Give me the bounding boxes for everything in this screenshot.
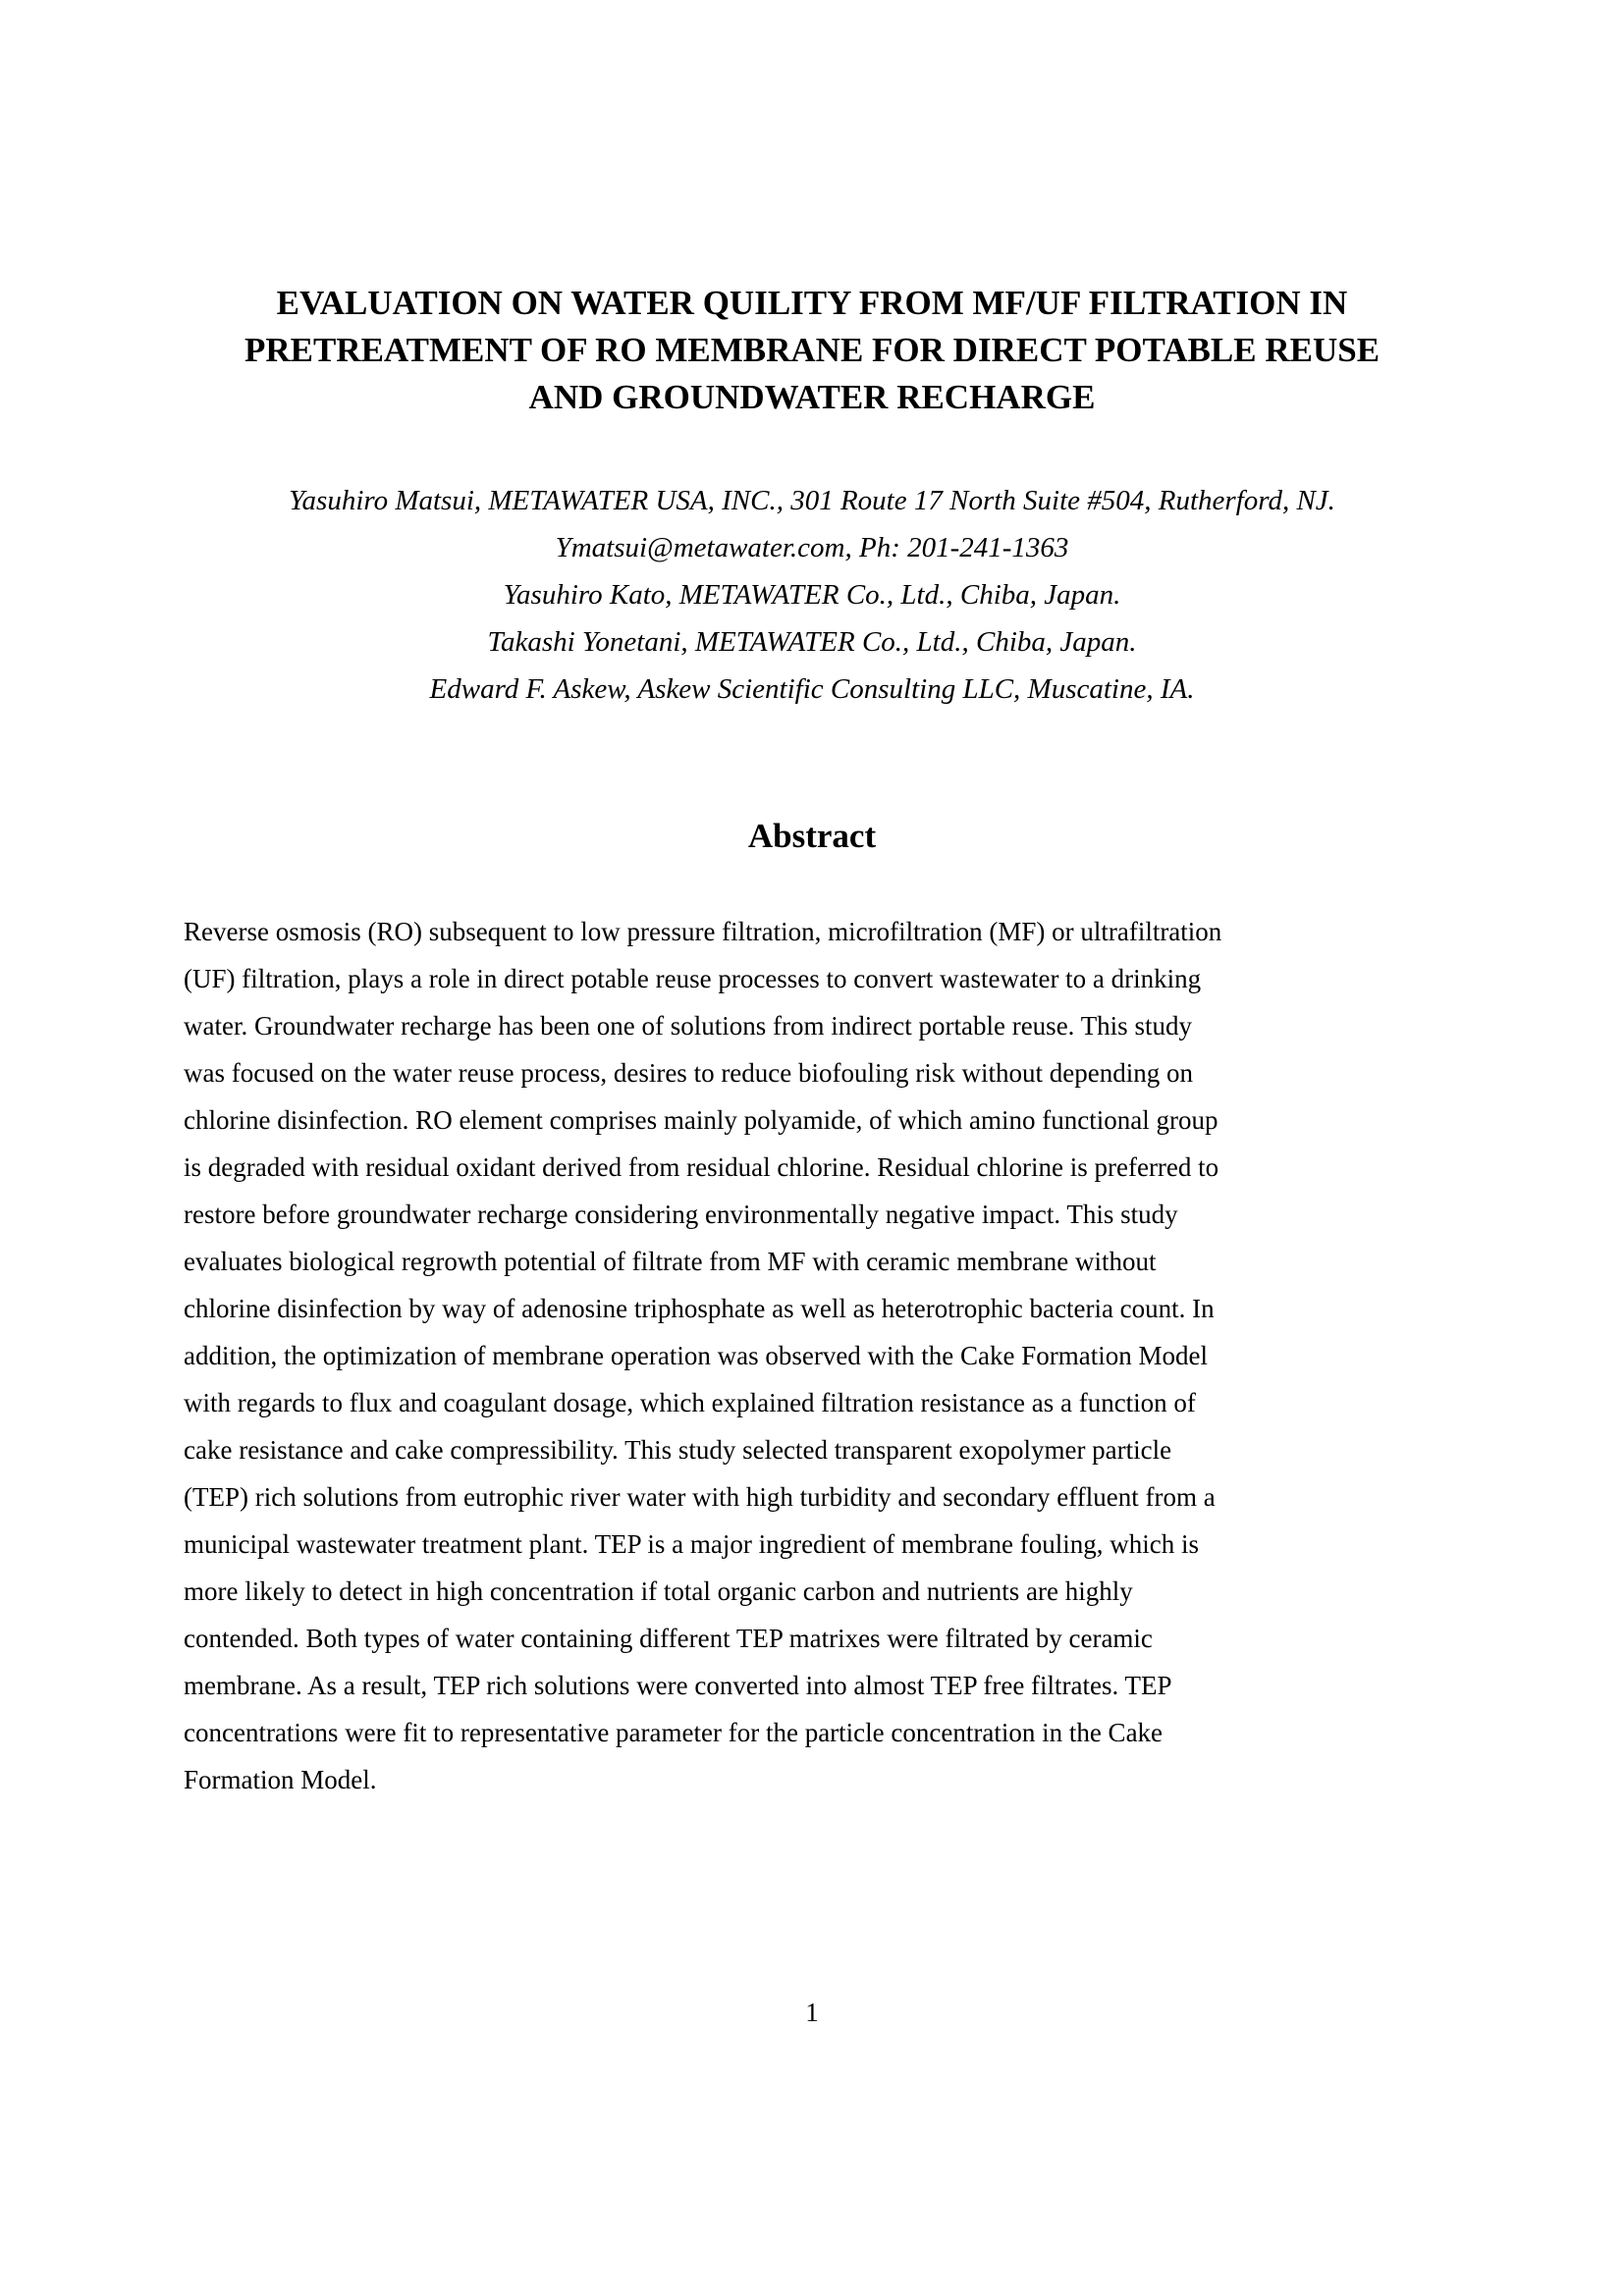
abstract-line: membrane. As a result, TEP rich solutions were converted into almost TEP free filtrates. TEP [184,1671,1172,1700]
author-contact-line: Ymatsui@metawater.com, Ph: 201-241-1363 [555,532,1069,563]
paper-title [184,280,1440,421]
title-line: EVALUATION ON WATER QUILITY FROM MF/UF FILTRATION IN [276,284,1348,322]
author-list [184,477,1440,713]
abstract-line: with regards to flux and coagulant dosage, which explained filtration resistance as a function of [184,1388,1196,1417]
author-line: Edward F. Askew, Askew Scientific Consulting LLC, Muscatine, IA. [429,673,1195,705]
author-line: Yasuhiro Kato, METAWATER Co., Ltd., Chiba, Japan. [503,579,1121,611]
abstract-line: (TEP) rich solutions from eutrophic river water with high turbidity and secondary effluent from a [184,1482,1216,1512]
abstract-line: cake resistance and cake compressibility. This study selected transparent exopolymer particle [184,1435,1172,1465]
abstract-line: (UF) filtration, plays a role in direct potable reuse processes to convert wastewater to a drinking [184,964,1202,993]
title-line: PRETREATMENT OF RO MEMBRANE FOR DIRECT POTABLE REUSE [244,331,1380,369]
author-line: Takashi Yonetani, METAWATER Co., Ltd., Chiba, Japan. [487,626,1137,658]
abstract-line: addition, the optimization of membrane operation was observed with the Cake Formation Model [184,1341,1209,1370]
abstract-line: more likely to detect in high concentration if total organic carbon and nutrients are highly [184,1576,1133,1606]
title-line: AND GROUNDWATER RECHARGE [528,378,1096,416]
abstract-text [184,908,1440,1803]
abstract-line: contended. Both types of water containing different TEP matrixes were filtrated by ceramic [184,1624,1153,1653]
abstract-line: chlorine disinfection. RO element comprises mainly polyamide, of which amino functional group [184,1105,1218,1135]
abstract-line: is degraded with residual oxidant derived from residual chlorine. Residual chlorine is preferred to [184,1152,1219,1182]
abstract-heading: Abstract [747,817,877,855]
abstract-line: Reverse osmosis (RO) subsequent to low pressure filtration, microfiltration (MF) or ultrafiltration [184,917,1222,946]
abstract-line: municipal wastewater treatment plant. TEP is a major ingredient of membrane fouling, which is [184,1529,1199,1559]
abstract-line: was focused on the water reuse process, desires to reduce biofouling risk without depending on [184,1058,1193,1088]
abstract-line: chlorine disinfection by way of adenosine triphosphate as well as heterotrophic bacteria count. In [184,1294,1215,1323]
abstract-line: water. Groundwater recharge has been one of solutions from indirect portable reuse. This study [184,1011,1192,1041]
abstract-line: Formation Model. [184,1765,377,1794]
abstract-line: restore before groundwater recharge considering environmentally negative impact. This study [184,1200,1178,1229]
author-line: Yasuhiro Matsui, METAWATER USA, INC., 301 Route 17 North Suite #504, Rutherford, NJ. [289,485,1335,516]
abstract-line: evaluates biological regrowth potential of filtrate from MF with ceramic membrane without [184,1247,1157,1276]
abstract-line: concentrations were fit to representative parameter for the particle concentration in the Cake [184,1718,1164,1747]
page-number: 1 [805,1998,819,2027]
